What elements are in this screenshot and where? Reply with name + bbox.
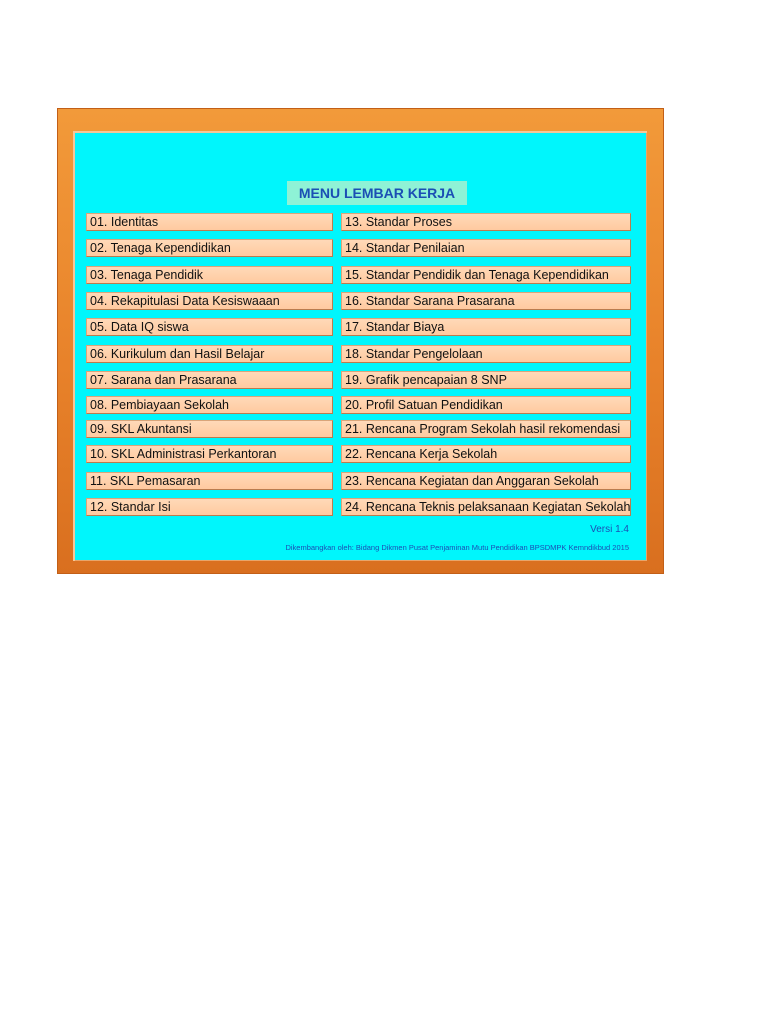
menu-panel [73,131,647,561]
menu-item-standar-pendidik[interactable]: 15. Standar Pendidik dan Tenaga Kependidikan [341,266,631,284]
menu-item-tenaga-pendidik[interactable]: 03. Tenaga Pendidik [86,266,333,284]
menu-frame [57,108,664,574]
menu-item-sarana-prasarana[interactable]: 07. Sarana dan Prasarana [86,371,333,389]
menu-title: MENU LEMBAR KERJA [287,181,467,205]
menu-item-tenaga-kependidikan[interactable]: 02. Tenaga Kependidikan [86,239,333,257]
menu-item-skl-administrasi[interactable]: 10. SKL Administrasi Perkantoran [86,445,333,463]
menu-item-standar-penilaian[interactable]: 14. Standar Penilaian [341,239,631,257]
menu-item-rencana-program[interactable]: 21. Rencana Program Sekolah hasil rekomendasi [341,420,631,438]
credit-text: Dikembangkan oleh: Bidang Dikmen Pusat Penjaminan Mutu Pendidikan BPSDMPK Kemndikbud 2015 [285,543,629,552]
menu-item-standar-sarana[interactable]: 16. Standar Sarana Prasarana [341,292,631,310]
menu-item-kurikulum[interactable]: 06. Kurikulum dan Hasil Belajar [86,345,333,363]
menu-item-skl-akuntansi[interactable]: 09. SKL Akuntansi [86,420,333,438]
menu-item-pembiayaan[interactable]: 08. Pembiayaan Sekolah [86,396,333,414]
menu-item-standar-proses[interactable]: 13. Standar Proses [341,213,631,231]
menu-item-standar-pengelolaan[interactable]: 18. Standar Pengelolaan [341,345,631,363]
menu-item-profil-satuan[interactable]: 20. Profil Satuan Pendidikan [341,396,631,414]
version-label: Versi 1.4 [590,524,629,535]
menu-item-grafik-snp[interactable]: 19. Grafik pencapaian 8 SNP [341,371,631,389]
menu-item-skl-pemasaran[interactable]: 11. SKL Pemasaran [86,472,333,490]
menu-item-standar-biaya[interactable]: 17. Standar Biaya [341,318,631,336]
menu-item-rkas[interactable]: 23. Rencana Kegiatan dan Anggaran Sekolah [341,472,631,490]
menu-item-rencana-teknis[interactable]: 24. Rencana Teknis pelaksanaan Kegiatan Sekolah [341,498,631,516]
menu-item-data-iq-siswa[interactable]: 05. Data IQ siswa [86,318,333,336]
menu-item-rencana-kerja[interactable]: 22. Rencana Kerja Sekolah [341,445,631,463]
menu-item-identitas[interactable]: 01. Identitas [86,213,333,231]
menu-item-standar-isi[interactable]: 12. Standar Isi [86,498,333,516]
menu-item-rekapitulasi-kesiswaan[interactable]: 04. Rekapitulasi Data Kesiswaaan [86,292,333,310]
